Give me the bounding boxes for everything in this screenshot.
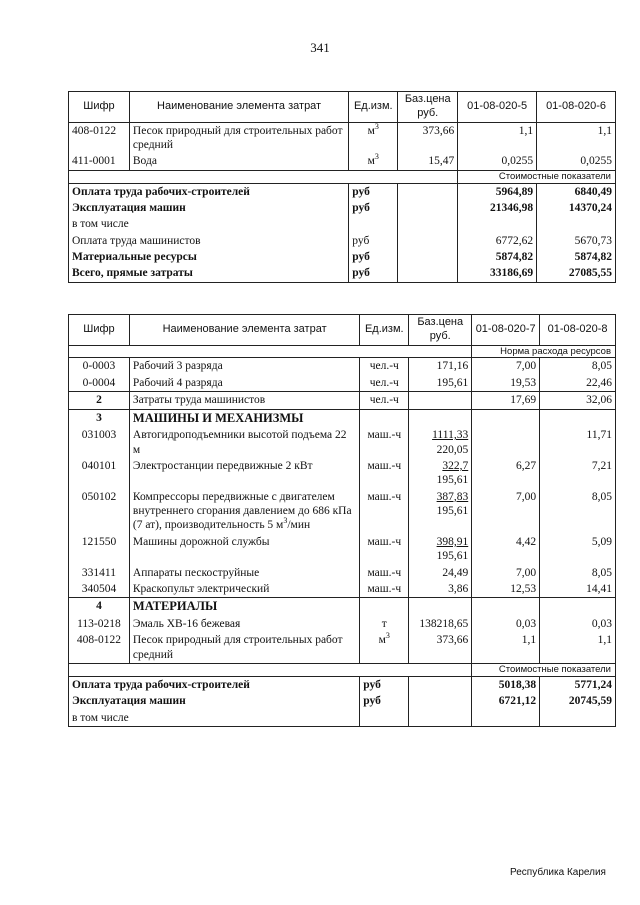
summary-unit: руб xyxy=(349,265,398,282)
table-row xyxy=(69,632,616,663)
cell-unit: чел.-ч xyxy=(360,392,409,409)
table-row xyxy=(69,375,616,392)
summary-row xyxy=(69,200,616,216)
cost-indicators-label: Стоимостные показатели xyxy=(472,664,616,677)
cell-code: 340504 xyxy=(69,581,130,598)
resource-table-1 xyxy=(68,91,616,283)
cell-unit: $м^3$ xyxy=(349,122,398,153)
cell-code: 331411 xyxy=(69,565,130,581)
cell-unit: чел.-ч xyxy=(360,358,409,375)
cell-value-2: 22,46 xyxy=(540,375,616,392)
section-number: 4 xyxy=(69,598,130,616)
cell-price: 3,86 xyxy=(409,581,472,598)
cell-value-1: 0,03 xyxy=(472,616,540,632)
header-code: Шифр xyxy=(69,315,130,346)
summary-value-1: 6772,62 xyxy=(458,233,537,249)
cell-name: Аппараты пескоструйные xyxy=(129,565,359,581)
cell-name: Электростанции передвижные 2 кВт xyxy=(129,458,359,489)
cell-code: 113-0218 xyxy=(69,616,130,632)
table-row xyxy=(69,122,616,153)
price-secondary: 220,05 xyxy=(436,443,469,456)
cell-name: Вода xyxy=(129,153,348,170)
header-col-1: 01-08-020-5 xyxy=(458,92,537,123)
cell-name: Песок природный для строительных работ средний xyxy=(129,122,348,153)
summary-value-1: 6721,12 xyxy=(472,693,540,709)
cell-unit: маш.-ч xyxy=(360,458,409,489)
cell-name: Краскопульт электрический xyxy=(129,581,359,598)
summary-name: в том числе xyxy=(69,710,360,727)
summary-value-2: 20745,59 xyxy=(540,693,616,709)
cell-price: 373,66 xyxy=(398,122,458,153)
header-price: Баз.цена руб. xyxy=(398,92,458,123)
summary-name: Всего, прямые затраты xyxy=(69,265,349,282)
cell-name: Автогидроподъемники высотой подъема 22 м xyxy=(129,427,359,458)
table-row xyxy=(69,534,616,565)
norm-label: Норма расхода ресурсов xyxy=(472,345,616,358)
header-unit: Ед.изм. xyxy=(360,315,409,346)
cell-value-1: 17,69 xyxy=(472,392,540,409)
cell-value-1: 12,53 xyxy=(472,581,540,598)
cell-value-2: 8,05 xyxy=(540,358,616,375)
cell-code: 031003 xyxy=(69,427,130,458)
section-number: 3 xyxy=(69,409,130,427)
cell-code: 050102 xyxy=(69,489,130,534)
summary-value-1: 5874,82 xyxy=(458,249,537,265)
cell-code: 411-0001 xyxy=(69,153,130,170)
cell-value-1: 7,00 xyxy=(472,565,540,581)
summary-value-1: 5964,89 xyxy=(458,183,537,200)
page-number: 341 xyxy=(310,40,330,55)
cell-value-2: 8,05 xyxy=(540,565,616,581)
summary-value-2: 5874,82 xyxy=(537,249,616,265)
cell-value-1: 7,00 xyxy=(472,358,540,375)
summary-unit: руб xyxy=(349,183,398,200)
cell-unit: маш.-ч xyxy=(360,489,409,534)
cell-value-2: 5,09 xyxy=(540,534,616,565)
section-header xyxy=(69,409,616,427)
summary-row xyxy=(69,265,616,282)
cell-value-2: 1,1 xyxy=(540,632,616,663)
cell-unit: маш.-ч xyxy=(360,581,409,598)
summary-value-2: 5670,73 xyxy=(537,233,616,249)
cell-code: 121550 xyxy=(69,534,130,565)
table-row xyxy=(69,581,616,598)
table-row xyxy=(69,358,616,375)
cell-value-1: 7,00 xyxy=(472,489,540,534)
section-header xyxy=(69,598,616,616)
summary-row xyxy=(69,183,616,200)
summary-name: Эксплуатация машин xyxy=(69,200,349,216)
cell-name: Эмаль ХВ-16 бежевая xyxy=(129,616,359,632)
price-value: 1111,33 xyxy=(432,429,469,442)
cell-name: Рабочий 4 разряда xyxy=(129,375,359,392)
summary-value-2: 14370,24 xyxy=(537,200,616,216)
table-row xyxy=(69,427,616,458)
cell-price: 171,16 xyxy=(409,358,472,375)
cell-value-1: 19,53 xyxy=(472,375,540,392)
table-row xyxy=(69,489,616,534)
summary-name: в том числе xyxy=(69,216,349,232)
cell-value-2: 8,05 xyxy=(540,489,616,534)
cell-price xyxy=(409,427,472,458)
table-row xyxy=(69,565,616,581)
summary-value-1: 5018,38 xyxy=(472,676,540,693)
price-secondary: 195,61 xyxy=(436,550,469,563)
cell-code: 0-0004 xyxy=(69,375,130,392)
summary-name: Эксплуатация машин xyxy=(69,693,360,709)
summary-value-1: 21346,98 xyxy=(458,200,537,216)
summary-unit: руб xyxy=(349,233,398,249)
cell-name: Машины дорожной службы xyxy=(129,534,359,565)
cell-value-1: 1,1 xyxy=(472,632,540,663)
cell-price xyxy=(409,534,472,565)
section-title: МАШИНЫ И МЕХАНИЗМЫ xyxy=(129,409,359,427)
header-col-2: 01-08-020-8 xyxy=(540,315,616,346)
summary-value-1: 33186,69 xyxy=(458,265,537,282)
header-col-1: 01-08-020-7 xyxy=(472,315,540,346)
norm-row xyxy=(69,345,616,358)
header-name: Наименование элемента затрат xyxy=(129,315,359,346)
summary-name: Оплата труда рабочих-строителей xyxy=(69,183,349,200)
cell-code: 408-0122 xyxy=(69,122,130,153)
cell-price xyxy=(409,489,472,534)
summary-unit: руб xyxy=(349,249,398,265)
cell-value-1: 6,27 xyxy=(472,458,540,489)
table-row xyxy=(69,392,616,409)
price-value: 387,83 xyxy=(436,490,469,503)
summary-unit: руб xyxy=(360,676,409,693)
summary-row xyxy=(69,216,616,232)
summary-row xyxy=(69,676,616,693)
cell-unit: т xyxy=(360,616,409,632)
cell-unit: маш.-ч xyxy=(360,534,409,565)
summary-row xyxy=(69,233,616,249)
summary-value-2: 6840,49 xyxy=(537,183,616,200)
summary-name: Оплата труда машинистов xyxy=(69,233,349,249)
resource-table-2 xyxy=(68,314,616,727)
cell-value-1: 4,42 xyxy=(472,534,540,565)
cell-price: 24,49 xyxy=(409,565,472,581)
summary-value-2: 27085,55 xyxy=(537,265,616,282)
cell-value-2: 0,03 xyxy=(540,616,616,632)
summary-value-2: 5771,24 xyxy=(540,676,616,693)
cell-code: 0-0003 xyxy=(69,358,130,375)
cell-value-2: 1,1 xyxy=(537,122,616,153)
summary-row xyxy=(69,249,616,265)
header-code: Шифр xyxy=(69,92,130,123)
cell-price: 195,61 xyxy=(409,375,472,392)
price-secondary: 195,61 xyxy=(436,474,469,487)
cell-value-1 xyxy=(472,427,540,458)
price-value: 398,91 xyxy=(436,535,469,548)
cost-indicators-row xyxy=(69,170,616,183)
summary-row xyxy=(69,693,616,709)
header-name: Наименование элемента затрат xyxy=(129,92,348,123)
cell-unit: $м^3$ xyxy=(360,632,409,663)
cell-price: 373,66 xyxy=(409,632,472,663)
cell-price: 138218,65 xyxy=(409,616,472,632)
table-row xyxy=(69,153,616,170)
cell-name: Затраты труда машинистов xyxy=(129,392,359,409)
footer-region: Республика Карелия xyxy=(510,867,606,878)
table-row xyxy=(69,458,616,489)
cell-name: Компрессоры передвижные с двигателем внутреннего сгорания давлением до 686 кПа (7 ат), производительность 5 $м^3$/мин xyxy=(129,489,359,534)
summary-unit: руб xyxy=(360,693,409,709)
cell-unit: маш.-ч xyxy=(360,427,409,458)
section-title: МАТЕРИАЛЫ xyxy=(129,598,359,616)
table-row xyxy=(69,616,616,632)
summary-row xyxy=(69,710,616,727)
cell-code: 2 xyxy=(69,392,130,409)
cell-value-2: 7,21 xyxy=(540,458,616,489)
summary-name: Оплата труда рабочих-строителей xyxy=(69,676,360,693)
summary-name: Материальные ресурсы xyxy=(69,249,349,265)
cell-name: Песок природный для строительных работ средний xyxy=(129,632,359,663)
cell-code: 040101 xyxy=(69,458,130,489)
cell-value-2: 14,41 xyxy=(540,581,616,598)
summary-unit: руб xyxy=(349,200,398,216)
cell-value-2: 0,0255 xyxy=(537,153,616,170)
header-unit: Ед.изм. xyxy=(349,92,398,123)
cell-unit: $м^3$ xyxy=(349,153,398,170)
cell-code: 408-0122 xyxy=(69,632,130,663)
cell-name: Рабочий 3 разряда xyxy=(129,358,359,375)
cost-indicators-label: Стоимостные показатели xyxy=(458,170,616,183)
cell-value-2: 32,06 xyxy=(540,392,616,409)
header-col-2: 01-08-020-6 xyxy=(537,92,616,123)
table-header-row xyxy=(69,315,616,346)
cost-indicators-row xyxy=(69,664,616,677)
cell-value-1: 1,1 xyxy=(458,122,537,153)
cell-value-1: 0,0255 xyxy=(458,153,537,170)
table-header-row xyxy=(69,92,616,123)
cell-value-2: 11,71 xyxy=(540,427,616,458)
price-secondary: 195,61 xyxy=(436,505,469,517)
price-value: 322,7 xyxy=(442,459,469,472)
cell-unit: маш.-ч xyxy=(360,565,409,581)
cell-price xyxy=(409,458,472,489)
header-price: Баз.цена руб. xyxy=(409,315,472,346)
cell-price: 15,47 xyxy=(398,153,458,170)
cell-unit: чел.-ч xyxy=(360,375,409,392)
